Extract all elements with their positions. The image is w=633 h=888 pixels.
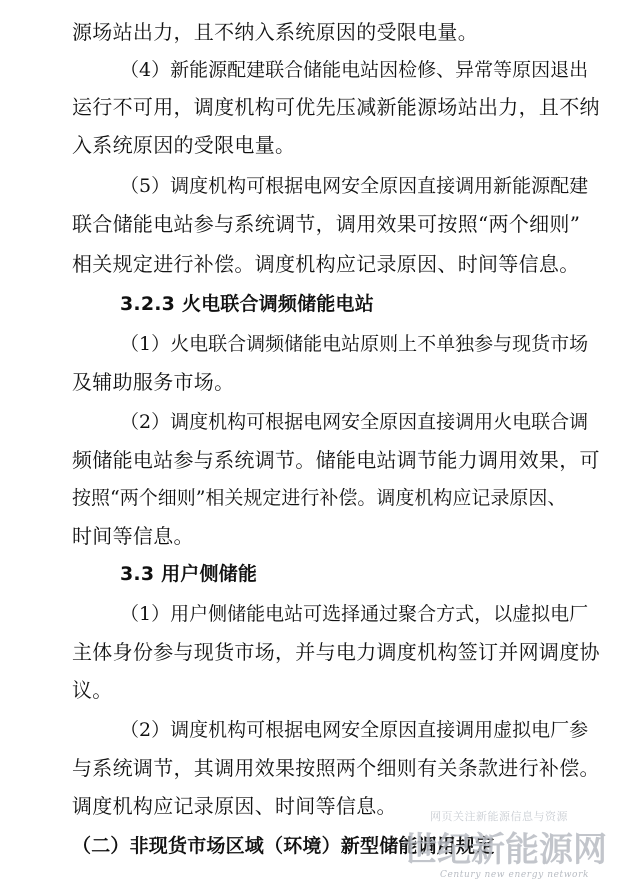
paragraph-line: （2）调度机构可根据电网安全原因直接调用火电联合调	[120, 411, 589, 433]
paragraph-line: 运行不可用，调度机构可优先压减新能源场站出力，且不纳	[72, 95, 600, 119]
paragraph-line: 主体身份参与现货市场，并与电力调度机构签订并网调度协	[72, 640, 600, 664]
watermark-caption: 网页关注新能源信息与资源	[430, 810, 568, 823]
paragraph-line: 入系统原因的受限电量。	[72, 133, 296, 157]
watermark-subtitle: Century new energy network	[440, 870, 590, 880]
paragraph-line: 按照“两个细则”相关规定进行补偿。调度机构应记录原因、	[72, 487, 567, 509]
section-heading: 3.3 用户侧储能	[120, 563, 258, 585]
paragraph-line: （2）调度机构可根据电网安全原因直接调用虚拟电厂参	[120, 719, 589, 741]
section-heading: （二）非现货市场区域（环境）新型储能调用规定	[72, 835, 495, 857]
paragraph-line: 频储能电站参与系统调节。储能电站调节能力调用效果，可	[72, 448, 600, 472]
paragraph-line: 议。	[72, 678, 113, 702]
paragraph-line: （4）新能源配建联合储能电站因检修、异常等原因退出	[120, 59, 589, 81]
paragraph-line: 相关规定进行补偿。调度机构应记录原因、时间等信息。	[72, 252, 580, 276]
paragraph-line: 联合储能电站参与系统调节，调用效果可按照“两个细则”	[72, 212, 581, 236]
paragraph-line: （1）火电联合调频储能电站原则上不单独参与现货市场	[120, 333, 589, 355]
paragraph-line: 与系统调节，其调用效果按照两个细则有关条款进行补偿。	[72, 756, 600, 780]
section-heading: 3.2.3 火电联合调频储能电站	[120, 293, 374, 315]
paragraph-line: 调度机构应记录原因、时间等信息。	[72, 794, 397, 818]
paragraph-line: 源场站出力，且不纳入系统原因的受限电量。	[72, 20, 478, 44]
paragraph-line: （1）用户侧储能电站可选择通过聚合方式，以虚拟电厂	[120, 603, 589, 625]
paragraph-line: （5）调度机构可根据电网安全原因直接调用新能源配建	[120, 175, 589, 197]
watermark-logo: 世纪新能源网	[403, 830, 607, 870]
paragraph-line: 及辅助服务市场。	[72, 370, 235, 394]
paragraph-line: 时间等信息。	[72, 524, 194, 548]
